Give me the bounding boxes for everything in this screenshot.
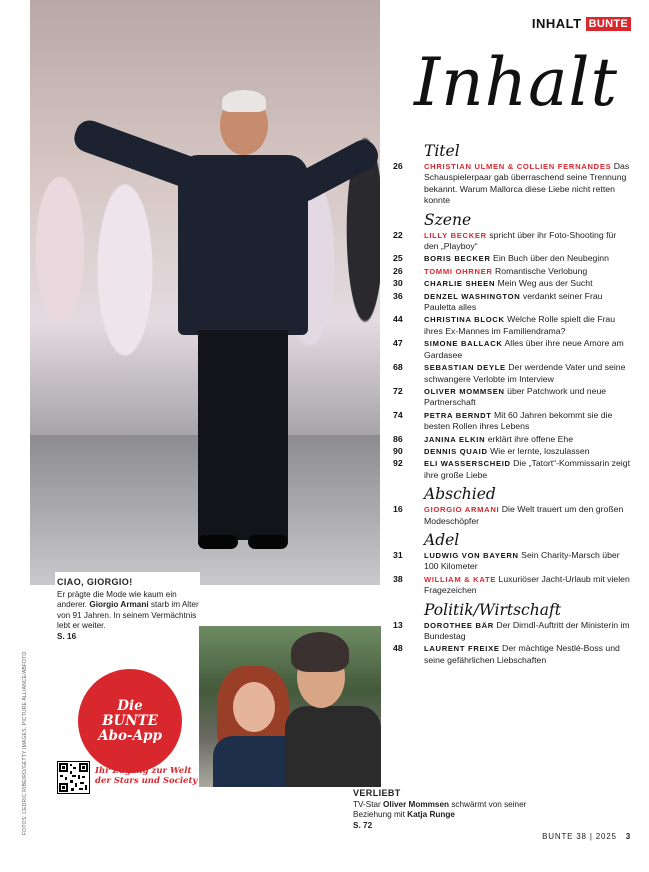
- photo2-caption-page: S. 72: [353, 820, 373, 830]
- toc-section-title: Titel: [424, 142, 460, 160]
- toc-entry[interactable]: [393, 434, 633, 445]
- toc-section: [393, 142, 633, 207]
- toc-entry-page: 44: [393, 314, 403, 325]
- photo-credits: FOTOS: CEDRIC RIBEIRO/GETTY IMAGES, PICTURE ALLIANCE/ABFOTO: [22, 651, 28, 835]
- toc-entry[interactable]: [393, 458, 633, 481]
- toc-entry-body: [424, 253, 633, 264]
- toc-entry-name: LAURENT FREIXE: [424, 644, 500, 654]
- figure-hair: [222, 90, 266, 112]
- toc-entry-page: 13: [393, 619, 403, 630]
- toc-entry-name: CHARLIE SHEEN: [424, 279, 496, 289]
- toc-entry-body: [424, 291, 633, 314]
- toc-entry-name: BORIS BECKER: [424, 254, 491, 264]
- toc-entry-text: Der werdende Vater und seine schwangere Verlobte im Interview: [424, 362, 626, 384]
- toc-entry-body: [424, 446, 633, 457]
- toc-entry-body: [424, 458, 633, 481]
- toc-entry-body: [424, 410, 633, 433]
- toc-entry-body: [424, 620, 633, 643]
- toc-entry-body: [424, 386, 633, 409]
- abo-line-3: Abo-App: [98, 727, 162, 744]
- figure-shoe-right: [248, 535, 288, 549]
- hero-caption-text-after: starb im Alter von 91 Jahren. In seinem Vermächtnis lebt er weiter.: [57, 600, 199, 630]
- qr-code[interactable]: [57, 761, 90, 794]
- photo2-caption-text: TV-Star: [353, 799, 381, 809]
- toc-entry-page: 68: [393, 362, 403, 373]
- toc-entry-name: PETRA BERNDT: [424, 410, 492, 420]
- toc-entry-page: 30: [393, 278, 403, 289]
- toc-entry-text: Wie er lernte, loszulassen: [490, 445, 590, 456]
- toc-entry-page: 92: [393, 458, 403, 469]
- toc-entry-name: TOMMI OHRNER: [424, 266, 493, 276]
- toc-entry-name: LUDWIG VON BAYERN: [424, 550, 519, 560]
- toc-entry-page: 26: [393, 161, 403, 171]
- toc-entry-text: Romantische Verlobung: [495, 265, 588, 276]
- toc-entry-text: spricht über ihr Foto-Shooting für den „Playboy“: [424, 229, 617, 252]
- toc-entry[interactable]: [393, 620, 633, 643]
- toc-section: [393, 485, 633, 527]
- toc-section: [393, 531, 633, 597]
- qr-caption: [95, 766, 197, 786]
- photo2-caption-name2: Katja Runge: [407, 810, 455, 819]
- toc-entry-page: 74: [393, 409, 403, 420]
- toc-section: [393, 601, 633, 667]
- issue-label: BUNTE 38 | 2025: [542, 832, 617, 841]
- toc-entry[interactable]: [393, 446, 633, 457]
- toc-entry-page: 38: [393, 573, 403, 584]
- toc-entry-text: über Patchwork und neue Partnerschaft: [424, 385, 607, 408]
- toc-entry-body: [424, 643, 633, 666]
- figure-suit: [178, 155, 308, 335]
- photo2-caption-name1: Oliver Mommsen: [383, 799, 450, 809]
- toc-entry-text: Mit 60 Jahren bekommt sie die besten Rollen ihres Lebens: [424, 409, 613, 432]
- toc-entry-name: LILLY BECKER: [424, 230, 487, 240]
- brand-logo: BUNTE: [586, 17, 631, 31]
- toc-entry-name: DENNIS QUAID: [424, 446, 488, 456]
- toc-entry-name: CHRISTIAN ULMEN & COLLIEN FERNANDES: [424, 162, 612, 171]
- toc-entry-body: [424, 362, 633, 385]
- table-of-contents: [393, 142, 633, 670]
- abo-line-2: BUNTE: [102, 712, 158, 729]
- woman-face: [233, 682, 275, 732]
- hero-caption-title: CIAO, GIORGIO!: [57, 577, 133, 587]
- toc-entry-name: DOROTHEE BÄR: [424, 620, 494, 630]
- masthead: [532, 16, 631, 31]
- toc-entry-name: WILLIAM & KATE: [424, 574, 497, 584]
- toc-entry[interactable]: [393, 643, 633, 666]
- toc-entry[interactable]: [393, 291, 633, 314]
- toc-entry[interactable]: [393, 410, 633, 433]
- toc-entry-text: Welche Rolle spielt die Frau ihres Ex-Mannes im Familiendrama?: [424, 314, 616, 336]
- abo-line-1: Die: [117, 697, 143, 714]
- toc-section: [393, 211, 633, 482]
- toc-entry-text: Sein Charity-Marsch über 100 Kilometer: [424, 549, 620, 572]
- toc-entry[interactable]: [393, 338, 633, 361]
- page-title: Inhalt: [414, 44, 619, 121]
- toc-entry-body: [424, 434, 633, 445]
- toc-entry[interactable]: [393, 266, 633, 277]
- toc-entry[interactable]: [393, 362, 633, 385]
- toc-entry-page: 72: [393, 385, 403, 396]
- toc-entry[interactable]: [393, 230, 633, 253]
- toc-entry-name: SEBASTIAN DEYLE: [424, 363, 506, 373]
- toc-entry-body: [424, 574, 633, 597]
- abo-app-badge[interactable]: [78, 669, 182, 773]
- toc-entry[interactable]: [393, 161, 633, 207]
- toc-entry-page: 48: [393, 643, 403, 654]
- toc-section-title: Abschied: [424, 485, 496, 504]
- toc-entry-name: JANINA ELKIN: [424, 434, 486, 444]
- toc-entry-text: verdankt seiner Frau Pauletta alles: [424, 290, 603, 313]
- toc-section-title: Politik/Wirtschaft: [424, 600, 561, 619]
- toc-entry-page: 86: [393, 433, 403, 444]
- toc-entry-name: GIORGIO ARMANI: [424, 505, 500, 515]
- toc-entry-name: ELI WASSERSCHEID: [424, 459, 511, 469]
- toc-entry-page: 47: [393, 338, 403, 349]
- toc-entry-text: Ein Buch über den Neubeginn: [493, 253, 609, 264]
- toc-entry[interactable]: [393, 550, 633, 573]
- toc-entry-text: Der Dirndl-Auftritt der Ministerin im Bundestag: [424, 619, 630, 641]
- toc-entry-page: 22: [393, 229, 403, 240]
- toc-entry-text: Alles über ihre neue Amore am Gardasee: [424, 338, 624, 360]
- hero-caption: [55, 572, 200, 642]
- toc-entry-text: Die „Tatort“-Kommissarin zeigt ihre große Liebe: [424, 458, 630, 480]
- toc-entry-page: 31: [393, 549, 403, 560]
- photo2-caption-title: VERLIEBT: [353, 788, 401, 798]
- toc-entry-text: erklärt ihre offene Ehe: [487, 433, 574, 444]
- toc-entry-page: 25: [393, 253, 403, 264]
- toc-entry-body: [424, 550, 633, 573]
- toc-entry[interactable]: [393, 253, 633, 264]
- toc-entry-text: Das Schauspielerpaar gab überraschend seine Trennung bekannt. Warum Mallorca diese Liebe nicht retten konnte: [424, 161, 630, 206]
- page-footer: [542, 832, 631, 841]
- toc-section-title: Adel: [424, 530, 460, 549]
- toc-entry-text: Die Welt trauert um den großen Modeschöpfer: [424, 504, 624, 526]
- photo2-caption-text-mid: schwärmt von seiner Beziehung mit: [353, 799, 527, 819]
- qr-caption-line-1: Ihr Zugang zur Welt: [95, 766, 192, 776]
- toc-entry-name: SIMONE BALLACK: [424, 339, 503, 349]
- photo-mommsen-runge: [199, 626, 381, 787]
- toc-entry-body: [424, 338, 633, 361]
- figure-legs: [198, 330, 288, 540]
- qr-caption-line-2: der Stars und Society: [95, 776, 198, 786]
- hero-caption-page: S. 16: [57, 631, 77, 641]
- photo2-caption: [353, 788, 563, 831]
- toc-entry-page: 90: [393, 445, 403, 456]
- toc-entry-body: [424, 161, 633, 207]
- qr-code-icon: [58, 762, 89, 793]
- man-shirt: [285, 706, 381, 787]
- hero-caption-text: Er prägte die Mode wie kaum ein anderer.: [57, 589, 177, 609]
- page-number: 3: [625, 832, 631, 841]
- hero-photo-armani: [30, 0, 380, 585]
- section-label: INHALT: [531, 16, 582, 31]
- toc-entry-page: 26: [393, 265, 403, 276]
- toc-entry-body: [424, 504, 633, 527]
- toc-entry-page: 36: [393, 290, 403, 301]
- toc-entry[interactable]: [393, 504, 633, 527]
- toc-entry-text: Der mächtige Nestlé-Boss und seine gefährlichen Liebschaften: [424, 643, 620, 665]
- toc-entry-text: Luxuriöser Jacht-Urlaub mit vielen Fragezeichen: [424, 573, 630, 596]
- toc-entry[interactable]: [393, 314, 633, 337]
- man-hair: [291, 632, 349, 672]
- toc-entry-text: Mein Weg aus der Sucht: [497, 278, 593, 289]
- toc-entry-name: CHRISTINA BLOCK: [424, 315, 505, 325]
- toc-entry[interactable]: [393, 574, 633, 597]
- toc-entry-name: DENZEL WASHINGTON: [424, 291, 521, 301]
- toc-entry-body: [424, 266, 633, 277]
- toc-entry[interactable]: [393, 278, 633, 289]
- toc-entry-body: [424, 230, 633, 253]
- figure-shoe-left: [198, 535, 238, 549]
- toc-entry-page: 16: [393, 504, 403, 515]
- toc-section-title: Szene: [424, 210, 472, 229]
- toc-entry-body: [424, 278, 633, 289]
- toc-entry[interactable]: [393, 386, 633, 409]
- toc-entry-body: [424, 314, 633, 337]
- hero-caption-name: Giorgio Armani: [89, 600, 149, 609]
- toc-entry-name: OLIVER MOMMSEN: [424, 386, 505, 396]
